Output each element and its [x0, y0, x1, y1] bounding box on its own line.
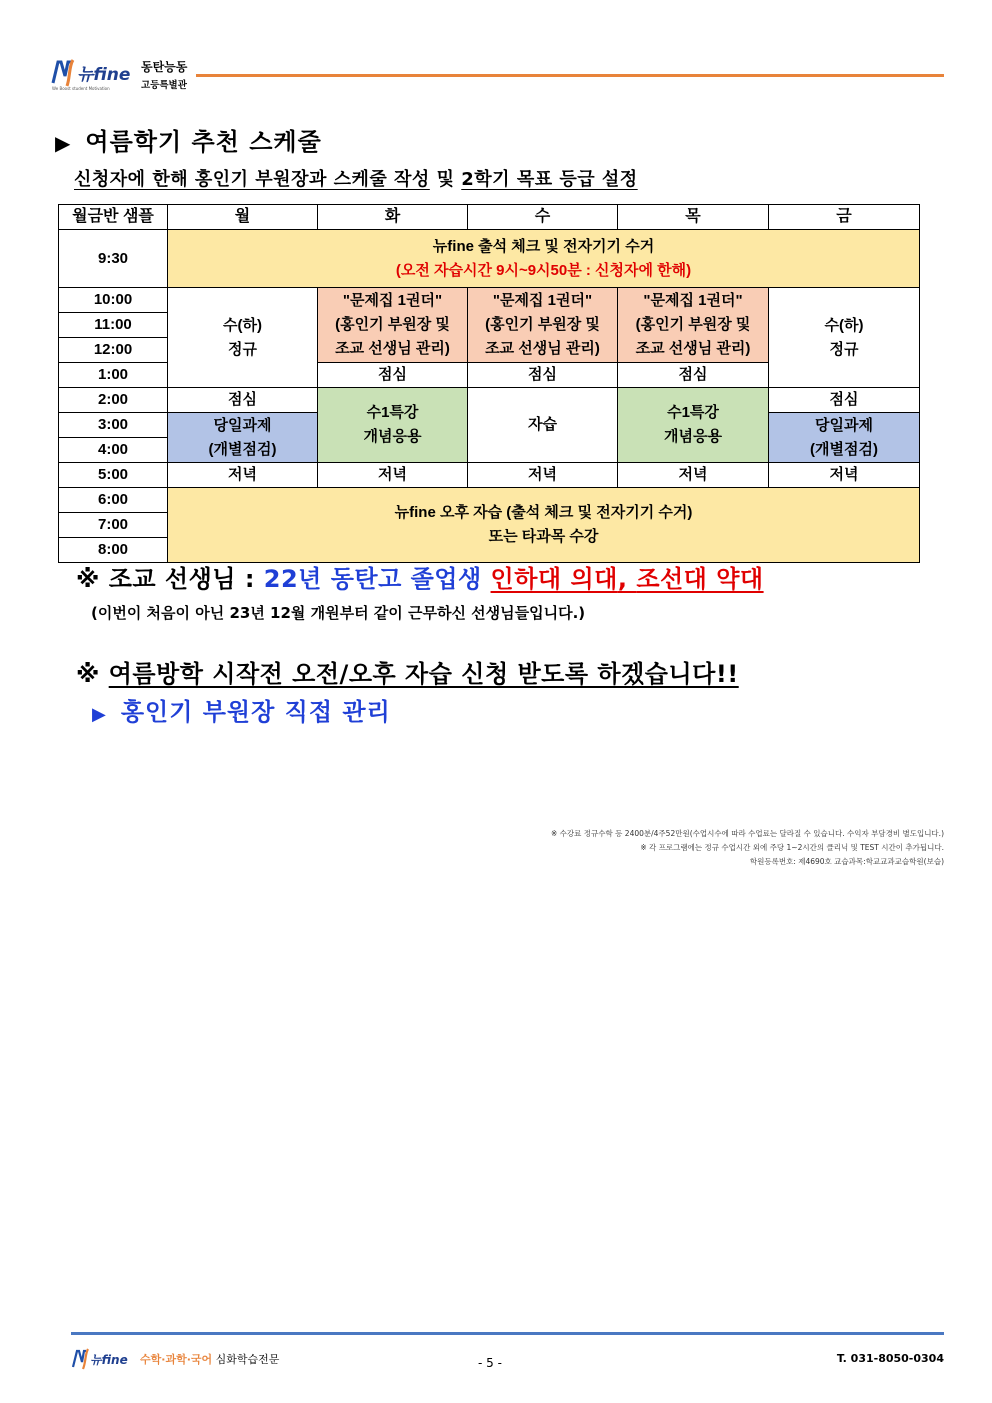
workbook-line1: "문제집 1권더" [492, 292, 593, 309]
assistant-school1: 인하대 의대 [490, 565, 618, 593]
fine-print-line1: ※ 수강료 정규수학 등 2400분/4주52만원(수업시수에 따라 수업료는 달라질 수 있습니다. 수익자 부담경비 별도입니다.) [551, 829, 944, 838]
workbook-line3: 조교 선생님 관리) [635, 340, 751, 357]
assistant-detail: (이번이 처음이 아닌 23년 12월 개원부터 같이 근무하신 선생님들입니다.) [91, 604, 586, 622]
tue-lunch-cell: 점심 [318, 363, 468, 388]
footer-logo [71, 1346, 133, 1372]
wed-lunch-cell: 점심 [468, 363, 618, 388]
triangle-bullet-icon: ▶ [55, 131, 72, 155]
workbook-line2: (홍인기 부원장 및 [635, 316, 751, 333]
homework-line2: (개별점검) [208, 440, 277, 458]
subtitle-part2: 및 [429, 169, 462, 190]
workbook-line3: 조교 선생님 관리) [485, 340, 600, 357]
manage-note [92, 692, 391, 727]
tag-dot: · [161, 1353, 166, 1366]
day-wed: 수 [468, 205, 618, 230]
homework-line2: (개별점검) [810, 440, 878, 458]
tag-math: 수학 [140, 1353, 162, 1366]
header-row [59, 205, 920, 230]
morning-study-cell [168, 230, 920, 288]
thu-workbook-cell [618, 288, 769, 363]
special-line1: 수1특강 [366, 404, 419, 421]
special-line2: 개념응용 [363, 428, 422, 445]
homework-line1: 당일과제 [815, 416, 873, 434]
day-mon: 월 [168, 205, 318, 230]
evening-line1: 뉴fine 오후 자습 (출석 체크 및 전자기기 수거) [394, 504, 693, 521]
assistant-note [76, 559, 764, 594]
time-cell: 8:00 [59, 538, 168, 563]
brand-slogan: We Boost student Motivation [52, 86, 110, 91]
special-line1: 수1특강 [667, 404, 719, 421]
brand-logo-text: 뉴fine [77, 65, 131, 85]
tag-kor: 국어 [190, 1353, 213, 1366]
fine-print-line2: ※ 각 프로그램에는 정규 수업시간 외에 주당 1~2시간의 클리닉 및 TEST 시간이 추가됩니다. [640, 843, 944, 852]
regular-line2: 정규 [228, 340, 257, 358]
time-cell: 2:00 [59, 388, 168, 413]
footer-tagline [140, 1351, 279, 1367]
regular-line1: 수(하) [223, 316, 262, 334]
morning-line1: 뉴fine 출석 체크 및 전자기기 수거 [432, 237, 655, 255]
section-title-text: 여름학기 추천 스케줄 [85, 128, 322, 156]
tue-dinner-cell: 저녁 [318, 463, 468, 488]
fri-lunch-cell: 점심 [769, 388, 920, 413]
wed-self-study-cell: 자습 [468, 388, 618, 463]
assistant-comma: , [617, 565, 637, 593]
tue-special-cell [318, 388, 468, 463]
tag-rest: 심화학습전문 [212, 1353, 280, 1366]
thu-special-cell [618, 388, 769, 463]
subtitle-part1: 신청자에 한해 홍인기 부원장과 스케줄 작성 [74, 169, 430, 190]
summer-prefix: ※ [76, 660, 109, 688]
day-fri: 금 [769, 205, 920, 230]
mon-dinner-cell: 저녁 [168, 463, 318, 488]
wed-workbook-cell [468, 288, 618, 363]
triangle-bullet-icon: ▶ [92, 704, 107, 725]
assistant-prefix: ※ 조교 선생님 : [76, 565, 264, 593]
day-tue: 화 [318, 205, 468, 230]
workbook-line2: (홍인기 부원장 및 [335, 316, 450, 333]
time-cell: 4:00 [59, 438, 168, 463]
time-cell: 9:30 [59, 230, 168, 288]
fri-dinner-cell: 저녁 [769, 463, 920, 488]
homework-line1: 당일과제 [213, 416, 272, 434]
brand-logo [50, 56, 140, 92]
footer-phone: T. 031-8050-0304 [836, 1352, 944, 1365]
mon-lunch-cell: 점심 [168, 388, 318, 413]
workbook-line2: (홍인기 부원장 및 [485, 316, 600, 333]
fri-regular-cell [769, 288, 920, 388]
tag-dot: · [186, 1353, 191, 1366]
regular-line2: 정규 [829, 340, 859, 358]
schedule-table [58, 204, 920, 563]
fine-print-line3: 학원등록번호: 제4690호 교습과목:학교교과교습학원(보습) [749, 857, 944, 866]
assistant-grad: 22년 동탄고 졸업생 [263, 565, 491, 593]
corner-cell: 월금반 샘플 [59, 205, 168, 230]
wed-dinner-cell: 저녁 [468, 463, 618, 488]
time-cell: 5:00 [59, 463, 168, 488]
mon-regular-cell [168, 288, 318, 388]
section-title [55, 122, 322, 157]
evening-study-cell [168, 488, 920, 563]
summer-note [76, 654, 739, 689]
time-cell: 1:00 [59, 363, 168, 388]
org-name: 동탄능동 [141, 60, 188, 74]
workbook-line1: "문제집 1권더" [342, 292, 443, 309]
special-line2: 개념응용 [664, 428, 722, 445]
summer-text: 여름방학 시작전 오전/오후 자습 신청 받도록 하겠습니다!! [108, 660, 739, 688]
subtitle-part3: 2학기 목표 등급 설정 [461, 169, 638, 190]
tag-sci: 과학 [165, 1353, 187, 1366]
morning-line2: (오전 자습시간 9시~9시50분 : 신청자에 한해) [395, 261, 692, 279]
time-cell: 11:00 [59, 313, 168, 338]
thu-lunch-cell: 점심 [618, 363, 769, 388]
day-thu: 목 [618, 205, 769, 230]
regular-line1: 수(하) [824, 316, 864, 334]
page-number: - 5 - [478, 1356, 502, 1370]
workbook-line1: "문제집 1권더" [643, 292, 743, 309]
evening-line2: 또는 타과목 수강 [488, 528, 599, 545]
time-cell: 6:00 [59, 488, 168, 513]
time-cell: 10:00 [59, 288, 168, 313]
subtitle [74, 165, 638, 191]
thu-dinner-cell: 저녁 [618, 463, 769, 488]
fri-homework-cell [769, 413, 920, 463]
assistant-school2: 조선대 약대 [636, 565, 764, 593]
tue-workbook-cell [318, 288, 468, 363]
time-cell: 3:00 [59, 413, 168, 438]
mon-homework-cell [168, 413, 318, 463]
org-sub: 고등특별관 [141, 80, 187, 91]
workbook-line3: 조교 선생님 관리) [335, 340, 450, 357]
header-divider [196, 74, 944, 77]
manage-text: 홍인기 부원장 직접 관리 [120, 698, 391, 726]
time-cell: 12:00 [59, 338, 168, 363]
time-cell: 7:00 [59, 513, 168, 538]
footer-divider [71, 1332, 944, 1335]
footer-brand-text: 뉴fine [90, 1353, 128, 1367]
